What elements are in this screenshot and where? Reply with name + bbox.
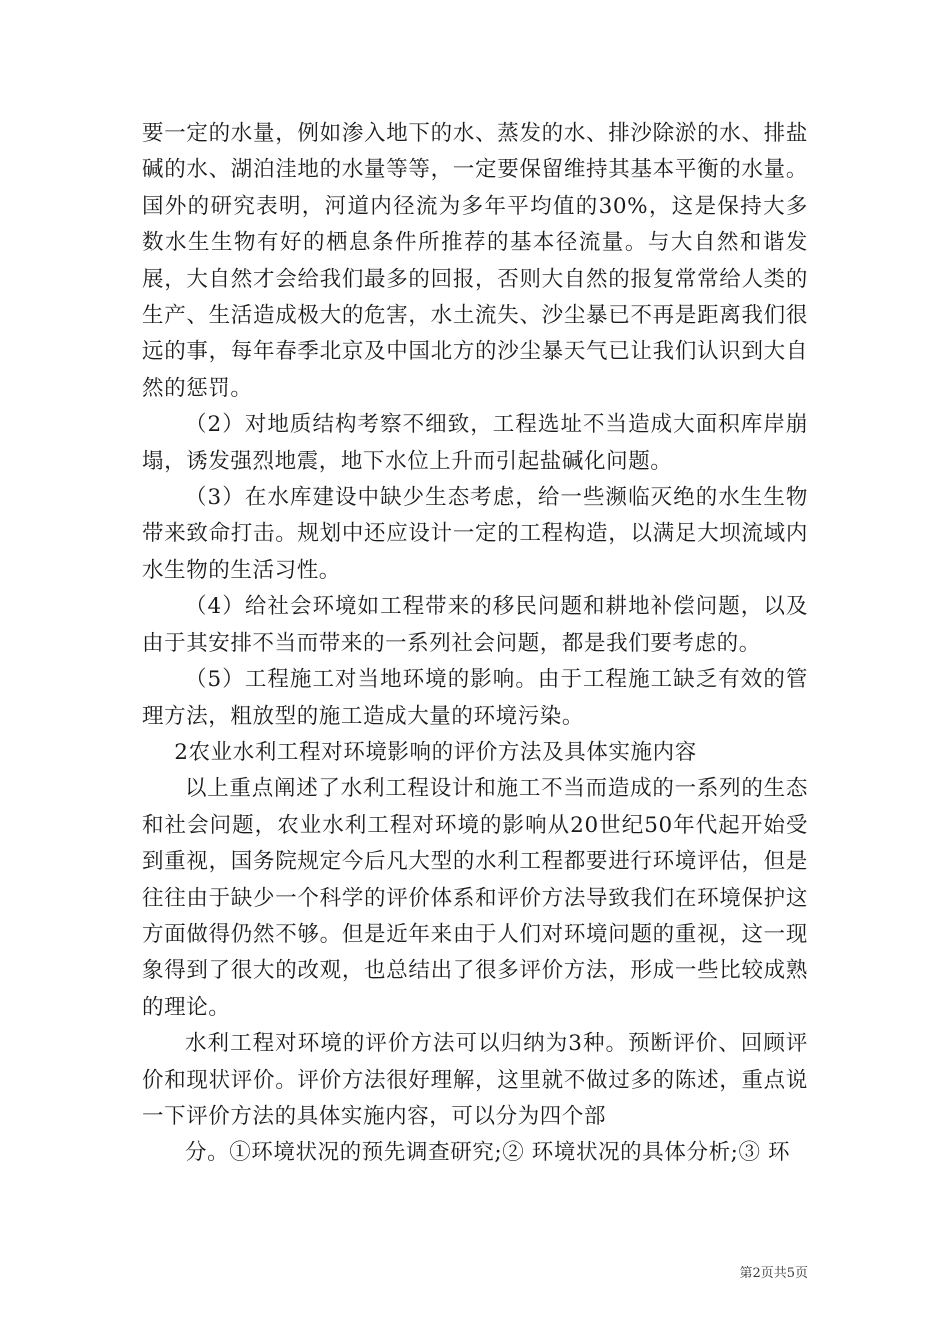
paragraph-item-4: （4）给社会环境如工程带来的移民问题和耕地补偿问题，以及由于其安排不当而带来的一系列社会问题，都是我们要考虑的。 [142,594,808,656]
page-number: 第2页共5页 [739,1266,808,1281]
paragraph-continuation: 要一定的水量，例如渗入地下的水、蒸发的水、排沙除淤的水、排盐碱的水、湖泊洼地的水量等等，一定要保留维持其基本平衡的水量。国外的研究表明，河道内径流为多年平均值的30%，这是保持大多数水生生物有好的栖息条件所推荐的基本径流量。与大自然和谐发展，大自然才会给我们最多的回报，否则大自然的报复常常给人类的生产、生活造成极大的危害，水土流失、沙尘暴已不再是距离我们很远的事，每年春季北京及中国北方的沙尘暴天气已让我们认识到大自然的惩罚。 [142,121,808,401]
document-body [142,116,808,1172]
paragraph-item-5: （5）工程施工对当地环境的影响。由于工程施工缺乏有效的管理方法，粗放型的施工造成大量的环境污染。 [142,667,808,729]
paragraph-methods: 水利工程对环境的评价方法可以归纳为3种。预断评价、回顾评价和现状评价。评价方法很好理解，这里就不做过多的陈述，重点说一下评价方法的具体实施内容，可以分为四个部 [142,1031,808,1129]
paragraph-steps: 分。①环境状况的预先调查研究;② 环境状况的具体分析;③ 环 [185,1140,791,1166]
paragraph-overview: 以上重点阐述了水利工程设计和施工不当而造成的一系列的生态和社会问题，农业水利工程对环境的影响从20世纪50年代起开始受到重视，国务院规定今后凡大型的水利工程都要进行环境评估，但是往往由于缺少一个科学的评价体系和评价方法导致我们在环境保护这方面做得仍然不够。但是近年来由于人们对环境问题的重视，这一现象得到了很大的改观，也总结出了很多评价方法，形成一些比较成熟的理论。 [142,776,808,1020]
paragraph-item-3: （3）在水库建设中缺少生态考虑，给一些濒临灭绝的水生生物带来致命打击。规划中还应设计一定的工程构造，以满足大坝流域内水生物的生活习性。 [142,485,808,583]
section-heading: 2农业水利工程对环境影响的评价方法及具体实施内容 [174,739,697,765]
paragraph-item-2: （2）对地质结构考察不细致，工程选址不当造成大面积库岸崩塌，诱发强烈地震，地下水位上升而引起盐碱化问题。 [142,412,808,474]
